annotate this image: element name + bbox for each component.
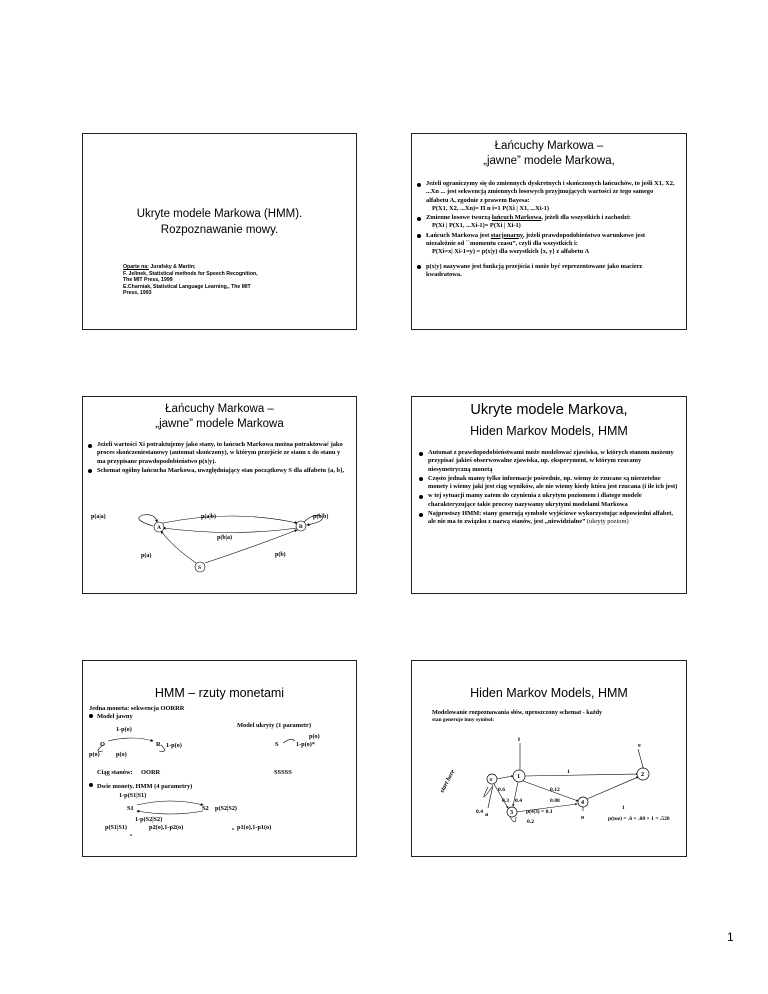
label-A: A <box>157 525 161 531</box>
label-e: e <box>638 742 641 749</box>
label-B: B <box>299 524 303 530</box>
edge-1-2 <box>525 774 638 776</box>
bullet: Jeżeli ograniczymy się do zmiennych dyskretnych i skończonych łańcuchów, to jeśli X1, X2, ...Xn ... jest sekwencją zmiennych losowych przyjmujących wartości ze tego samego alfabetu A, zgodnie z prawem Bayesa: P(X1, X2, ...Xn)= Π n i=1 P(Xi | X1, ...Xi-1) <box>417 180 675 213</box>
weight-1: 1 <box>567 769 570 775</box>
weight-04b: 0.4 <box>476 809 483 815</box>
word-hmm-diagram <box>412 661 688 858</box>
slide-6 <box>411 660 687 857</box>
emit-a <box>488 785 493 808</box>
coin-hmm-diagram <box>83 661 358 858</box>
slide-1-references: Oparte na: Jurafsky & Martin; F. Jelinek, Statistical methods for Speech Recognition, The MIT Press, 1999 E.Charniak, Statistical Language Learning,, The MIT Press, 1993 <box>123 264 258 297</box>
label-r-loop: 1-p(o) <box>166 742 182 749</box>
label-1-p-s2s2: 1-p(S2|S2) <box>135 816 163 823</box>
bullet: Łańcuch Markowa jest stacjonarny, jeżeli prawdopodobieństwo warunkowe jest niezależnie od ``momentu czasu”, czyli dla wszystkich i: P(Xi=x| Xi-1=y) = p(x|y) dla wszystkich {x, y} z alfabetu A <box>417 232 675 257</box>
slide-3-title: Łańcuchy Markowa – „jawne” modele Markowa <box>155 403 284 430</box>
slide-3 <box>82 396 357 594</box>
slide-2-title: Łańcuchy Markowa – „jawne” modele Markowa, <box>483 140 615 167</box>
bullet: Jeżeli wartości Xi potraktujemy jako stany, to łańcuch Markowa można potraktować jako proces skończeniestanowy (automat skończony), w którym przejście ze stanu x do stanu y ma przypisane prawdopodobieństwo p(x|y). <box>88 441 346 466</box>
bullet: Często jednak mamy tylko informacje pośrednie, np. wiemy że rzucane są nierzetelne monety i wiemy jaki jest ciąg wyników, ale nie wiemy kiedy która jest rzucana (i ile ich jest) <box>419 475 681 492</box>
slide-2 <box>411 133 687 330</box>
edge-x-1 <box>496 776 513 779</box>
weight-06: 0.6 <box>498 787 505 793</box>
edge-a-b <box>163 516 297 523</box>
slide-2-bullets <box>417 180 675 280</box>
label-1-p-o-top: 1-p(o) <box>116 726 132 733</box>
label-1: 1 <box>517 773 521 780</box>
bullet-dot <box>89 783 93 787</box>
label-p-s1s1: p(S1|S1) <box>105 824 127 831</box>
label-p1: p1(o),1-p1(o) <box>237 824 272 831</box>
label-t: t <box>518 736 521 743</box>
weight-1b: 1 <box>622 805 625 811</box>
label-S1: S1 <box>127 805 134 812</box>
bullet: p(x|y) nazywane jest funkcją przejścia i może być reprezentowane jako macierz kwadratowa. <box>417 263 675 280</box>
start-here: start here <box>438 768 457 794</box>
bullet: Zmienne losowe tworzą łańcuch Markowa, jeżeli dla wszystkich i zachodzi: P(Xi | P(X1, ...Xi-1)= P(Xi | Xi-1) <box>417 214 675 231</box>
loop-s <box>283 739 295 743</box>
ciag-label: Ciąg stanów: <box>97 769 133 776</box>
label-p-s2s2: p(S2|S2) <box>215 805 237 812</box>
bullet-dot <box>89 714 93 718</box>
edge-s1-s2 <box>137 801 203 805</box>
label-p-a: p(a) <box>141 553 152 559</box>
slide-6-subtitle: Modelowanie rozpoznawania słów, uproszczony schemat - każdy stan generuje inny symbol: <box>432 709 603 723</box>
slide-4 <box>411 396 687 594</box>
label-1-p-s1s1: 1-p(S1|S1) <box>119 792 147 799</box>
label-p-o-right: p(o) <box>309 733 320 740</box>
slide-4-title: Ukryte modele Markova, Hiden Markov Models, HMM <box>470 402 628 438</box>
model-jawny: Model jawny <box>97 713 133 720</box>
label-p-b: p(b) <box>275 552 286 558</box>
slide-5-title: HMM – rzuty monetami <box>154 686 285 700</box>
slide-1 <box>82 133 357 330</box>
label-p2: p2(o),1-p2(o) <box>149 824 184 831</box>
seq-label: Jedna moneta: sekwencja OORRR <box>89 705 185 712</box>
edge-b-a <box>163 528 297 533</box>
page-number: 1 <box>727 930 734 944</box>
bullet: Najprostszy HMM: stany generują symbole wyjściowe wykorzystując odpowiedni alfabet, ale nie ma to związku z nazwą stanów, jest „niewidzialne” (ukryty poziom) <box>419 510 681 527</box>
label-p-o-mid: p(o) <box>116 751 127 758</box>
dwie-monety: Dwie monety, HMM (4 parametry) <box>97 783 193 790</box>
model-ukryty: Model ukryty (1 parametr) <box>237 722 312 729</box>
bullet: Schemat ogólny łańcucha Markowa, uwzględniający stan początkowy S dla alfabetu {a, b}, <box>88 467 346 475</box>
label-s-loop2: 1-p(o)* <box>296 741 315 748</box>
bullet: w tej sytuacji mamy zatem do czynienia z ukrytym poziomem i dlatego modele charakteryzujące takie procesy nazywamy ukrytymi modelami Markowa <box>419 492 681 509</box>
edge-4-2 <box>587 777 638 799</box>
slide-6-title: Hiden Markov Models, HMM <box>470 686 628 700</box>
weight-03: 0.3 <box>502 798 509 804</box>
weight-012: 0.12 <box>550 787 560 793</box>
formula-toe: p(toe) = .6 × .88 × 1 = .528 <box>608 816 670 822</box>
weight-04a: 0.4 <box>515 798 522 804</box>
label-p-aa: p(a|a) <box>91 514 106 520</box>
markov-chain-diagram <box>83 397 358 595</box>
label-3: 3 <box>510 809 514 816</box>
label-4: 4 <box>581 799 585 806</box>
label-S2: S2 <box>202 805 209 812</box>
slide-5 <box>82 660 357 857</box>
label-p-ab: p(a|b) <box>201 514 216 520</box>
label-a: a <box>485 811 489 818</box>
label-p-o-left: p(o) <box>89 751 100 758</box>
loop-a-edge <box>139 515 157 526</box>
slide-1-title: Ukryte modele Markowa (HMM). Rozpoznawanie mowy. <box>136 208 303 236</box>
label-o: o <box>581 814 585 821</box>
bullet: Automat z prawdopodobieństwami może modelować zjawiska, w których stanom możemy przypisać jakieś obserwowalne zjawiska, np. eksperyment, w którym rzucamy niesymetryczną monetą <box>419 449 681 474</box>
weight-02: 0.2 <box>527 819 534 825</box>
label-S: S <box>198 565 202 571</box>
label-2: 2 <box>641 771 645 778</box>
edge-s2-s1 <box>137 811 203 814</box>
label-p-bb: p(b|b) <box>313 514 329 520</box>
weight-088: 0.88 <box>550 798 560 804</box>
oorr: OORR <box>141 769 161 776</box>
slide-4-bullets <box>419 449 681 528</box>
label-S: S <box>275 741 279 748</box>
label-x: × <box>489 776 493 784</box>
weight-p43: p(4|3) = 0.1 <box>526 809 553 815</box>
label-R: R <box>156 741 161 748</box>
loop-3 <box>510 817 516 822</box>
edge-o-r <box>108 738 153 741</box>
edge-s-a <box>161 531 196 563</box>
sssss: SSSSS <box>274 769 292 776</box>
label-O: O <box>100 741 105 748</box>
label-p-ba: p(b|a) <box>217 535 232 541</box>
